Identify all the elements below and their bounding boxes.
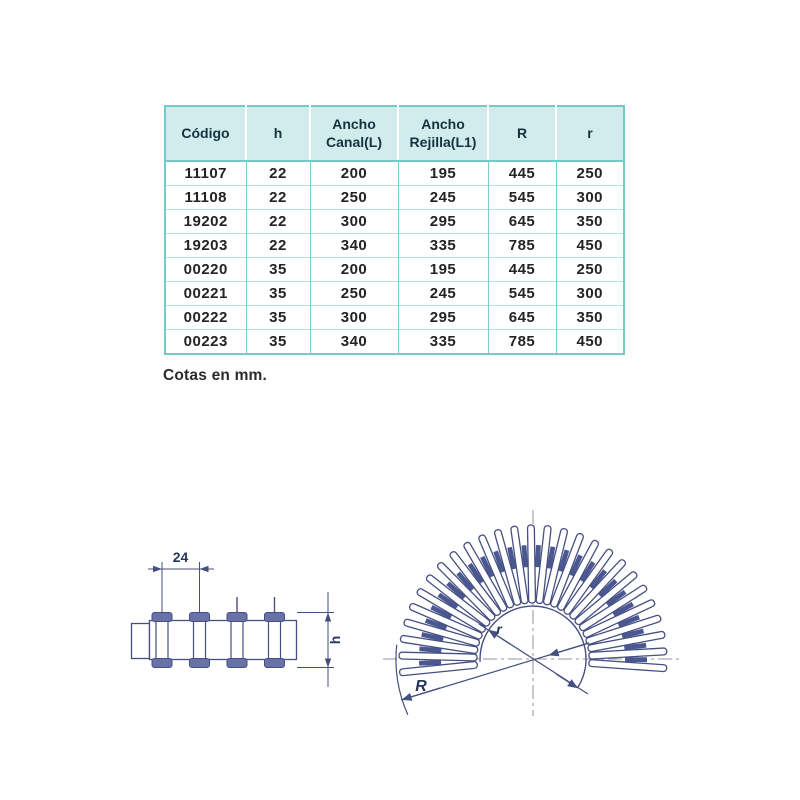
radius-r-label: r — [496, 621, 502, 637]
table-cell: 300 — [556, 186, 624, 210]
table-cell: 295 — [398, 210, 488, 234]
table-row — [165, 258, 624, 282]
table-cell: 22 — [246, 234, 310, 258]
units-note: Cotas en mm. — [163, 367, 268, 384]
pitch-dimension — [148, 562, 214, 612]
table-cell: 250 — [556, 258, 624, 282]
header-label: Código — [181, 124, 230, 141]
table-cell: 295 — [398, 306, 488, 330]
table-cell: 445 — [488, 258, 556, 282]
table-row — [165, 282, 624, 306]
header-label: h — [273, 124, 283, 141]
table-cell: 785 — [488, 330, 556, 355]
table-cell: 340 — [310, 234, 398, 258]
header-row — [165, 106, 624, 161]
col-header-h — [246, 106, 310, 161]
header-label: Ancho — [332, 116, 376, 132]
height-dimension-label: h — [327, 635, 343, 645]
table-cell: 250 — [310, 282, 398, 306]
spec-table — [164, 105, 625, 355]
table-cell: 335 — [398, 330, 488, 355]
profile-end-stub — [132, 624, 150, 659]
table-cell: 22 — [246, 186, 310, 210]
table-cell: 250 — [556, 161, 624, 186]
table-row — [165, 210, 624, 234]
table-row — [165, 306, 624, 330]
table-cell: 11108 — [165, 186, 246, 210]
table-cell: 450 — [556, 330, 624, 355]
table-cell: 22 — [246, 161, 310, 186]
table-cell: 19203 — [165, 234, 246, 258]
header-label: R — [516, 124, 528, 141]
profile-diagram — [120, 545, 350, 695]
col-header-ancho-rejilla — [398, 106, 488, 161]
col-header-R — [488, 106, 556, 161]
table-cell: 00223 — [165, 330, 246, 355]
table-row — [165, 186, 624, 210]
header-label2: Rejilla(L1) — [409, 133, 477, 150]
table-cell: 300 — [310, 306, 398, 330]
table-row — [165, 330, 624, 355]
table-cell: 22 — [246, 210, 310, 234]
table-cell: 35 — [246, 306, 310, 330]
grating-profile — [132, 597, 297, 668]
table-cell: 350 — [556, 306, 624, 330]
header-label: Ancho — [421, 116, 465, 132]
table-cell: 545 — [488, 282, 556, 306]
table-cell: 195 — [398, 161, 488, 186]
col-header-r — [556, 106, 624, 161]
table-cell: 35 — [246, 330, 310, 355]
table-cell: 350 — [556, 210, 624, 234]
header-label: r — [587, 124, 593, 141]
table-cell: 340 — [310, 330, 398, 355]
spec-table-body — [165, 161, 624, 354]
table-cell: 250 — [310, 186, 398, 210]
fan-diagram — [378, 498, 690, 720]
spec-table-header — [165, 106, 624, 161]
col-header-ancho-canal — [310, 106, 398, 161]
header-label2: Canal(L) — [326, 133, 382, 150]
table-cell: 445 — [488, 161, 556, 186]
table-cell: 645 — [488, 306, 556, 330]
table-cell: 11107 — [165, 161, 246, 186]
radius-R-label: R — [415, 678, 427, 695]
table-cell: 35 — [246, 282, 310, 306]
table-cell: 00221 — [165, 282, 246, 306]
table-cell: 200 — [310, 161, 398, 186]
fan-connector — [625, 657, 647, 662]
table-cell: 200 — [310, 258, 398, 282]
table-cell: 19202 — [165, 210, 246, 234]
table-row — [165, 234, 624, 258]
table-cell: 300 — [310, 210, 398, 234]
table-cell: 785 — [488, 234, 556, 258]
table-cell: 00220 — [165, 258, 246, 282]
table-cell: 545 — [488, 186, 556, 210]
table-row — [165, 161, 624, 186]
table-cell: 35 — [246, 258, 310, 282]
table-cell: 195 — [398, 258, 488, 282]
table-cell: 245 — [398, 282, 488, 306]
table-cell: 245 — [398, 186, 488, 210]
fan-fin — [399, 652, 477, 661]
table-cell: 335 — [398, 234, 488, 258]
table-cell: 645 — [488, 210, 556, 234]
table-cell: 300 — [556, 282, 624, 306]
table-cell: 450 — [556, 234, 624, 258]
pitch-dimension-label: 24 — [172, 549, 189, 565]
fan-fin — [527, 525, 535, 603]
col-header-codigo — [165, 106, 246, 161]
table-cell: 00222 — [165, 306, 246, 330]
